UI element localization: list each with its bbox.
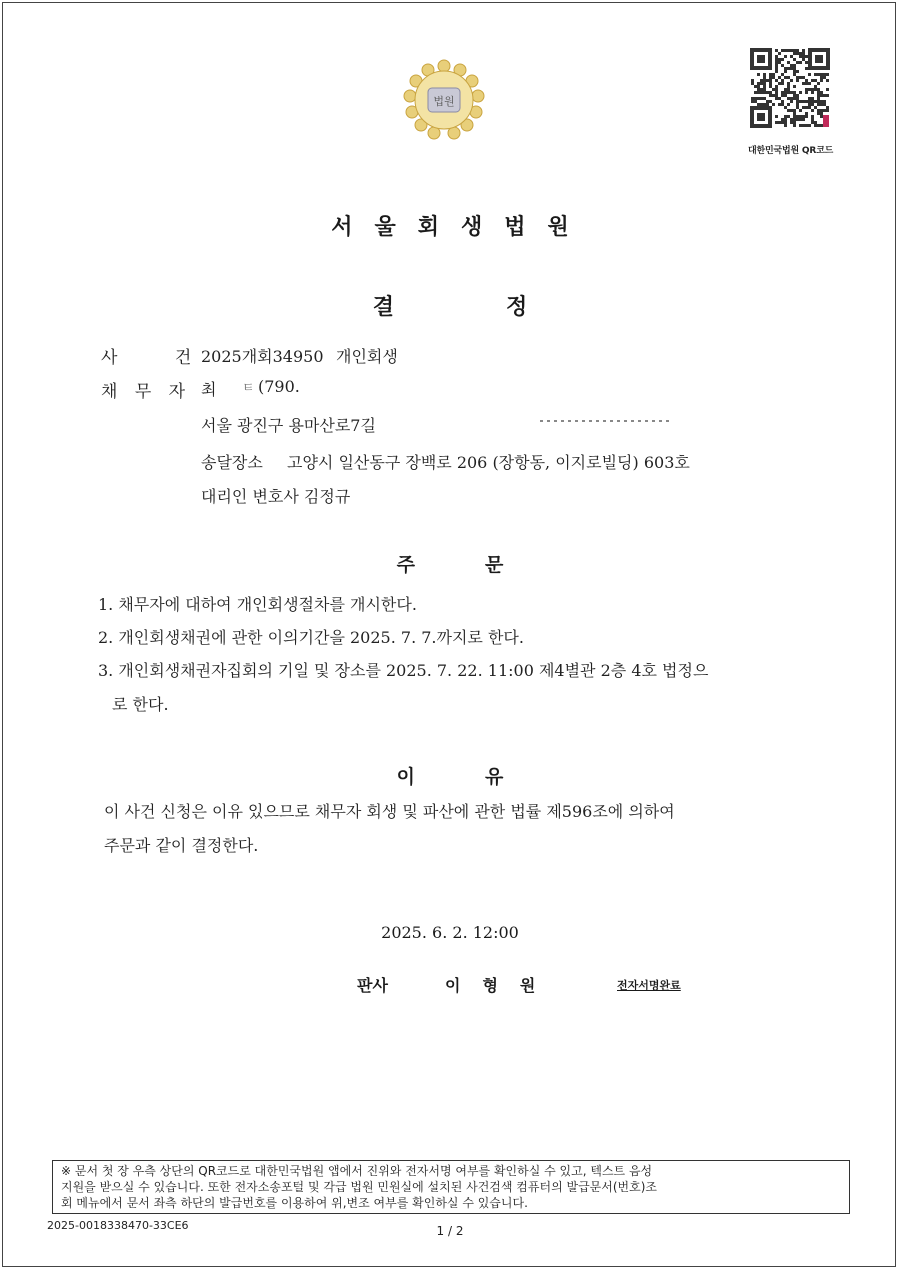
debtor-name: 최 <box>201 380 217 399</box>
judge-label: 판사 <box>357 976 388 995</box>
order-heading: 주문 <box>396 554 574 576</box>
judge-name: 이형원 <box>445 976 558 995</box>
debtor-agent: 대리인 변호사 김정규 <box>201 487 351 506</box>
court-emblem-icon <box>398 58 490 142</box>
redaction-trace <box>540 420 670 422</box>
order-item-1: 1. 채무자에 대하여 개인회생절차를 개시한다. <box>98 595 417 614</box>
verification-notice <box>52 1160 850 1214</box>
qr-code-icon <box>749 47 831 129</box>
court-name: 서울회생법원 <box>331 215 591 240</box>
qr-caption: 대한민국법원 QR코드 <box>748 146 834 156</box>
issuance-number: 2025-0018338470-33CE6 <box>47 1219 189 1232</box>
document-type-title: 결정 <box>372 295 640 320</box>
order-item-3: 3. 개인회생채권자집회의 기일 및 장소를 2025. 7. 22. 11:00 제4별관 2층 4호 법정으 <box>98 661 709 680</box>
case-label: 사 건 <box>101 348 218 368</box>
esign-mark: 전자서명완료 <box>617 979 681 992</box>
debtor-id-fragment: (790. <box>258 377 300 396</box>
reason-line-2: 주문과 같이 결정한다. <box>104 836 259 855</box>
service-label: 송달장소 <box>201 453 263 472</box>
case-number: 2025개회34950 <box>201 347 324 366</box>
order-item-3-cont: 로 한다. <box>112 695 169 714</box>
page-number: 1 / 2 <box>436 1224 464 1238</box>
debtor-label: 채 무 자 <box>101 382 192 402</box>
case-type: 개인회생 <box>336 347 398 366</box>
debtor-name-fragment: ㅌ <box>242 381 255 396</box>
order-item-2: 2. 개인회생채권에 관한 이의기간을 2025. 7. 7.까지로 한다. <box>98 628 524 647</box>
service-address: 고양시 일산동구 장백로 206 (장항동, 이지로빌딩) 603호 <box>287 453 690 472</box>
decision-date: 2025. 6. 2. 12:00 <box>381 923 519 942</box>
emblem-text: 법원 <box>433 95 455 108</box>
notice-line: 지원을 받으실 수 있습니다. 또한 전자소송포털 및 각급 법원 민원실에 설치된 사건검색 컴퓨터의 발급문서(번호)조 <box>61 1180 658 1194</box>
notice-line: ※ 문서 첫 장 우측 상단의 QR코드로 대한민국법원 앱에서 진위와 전자서명 여부를 확인하실 수 있고, 텍스트 음성 <box>61 1164 653 1178</box>
reason-line-1: 이 사건 신청은 이유 있으므로 채무자 회생 및 파산에 관한 법률 제596조에 의하여 <box>104 802 675 821</box>
reason-heading: 이유 <box>396 766 574 788</box>
notice-line: 회 메뉴에서 문서 좌측 하단의 발급번호를 이용하여 위,변조 여부를 확인하실 수 있습니다. <box>61 1196 528 1210</box>
debtor-address: 서울 광진구 용마산로7길 <box>201 416 376 435</box>
